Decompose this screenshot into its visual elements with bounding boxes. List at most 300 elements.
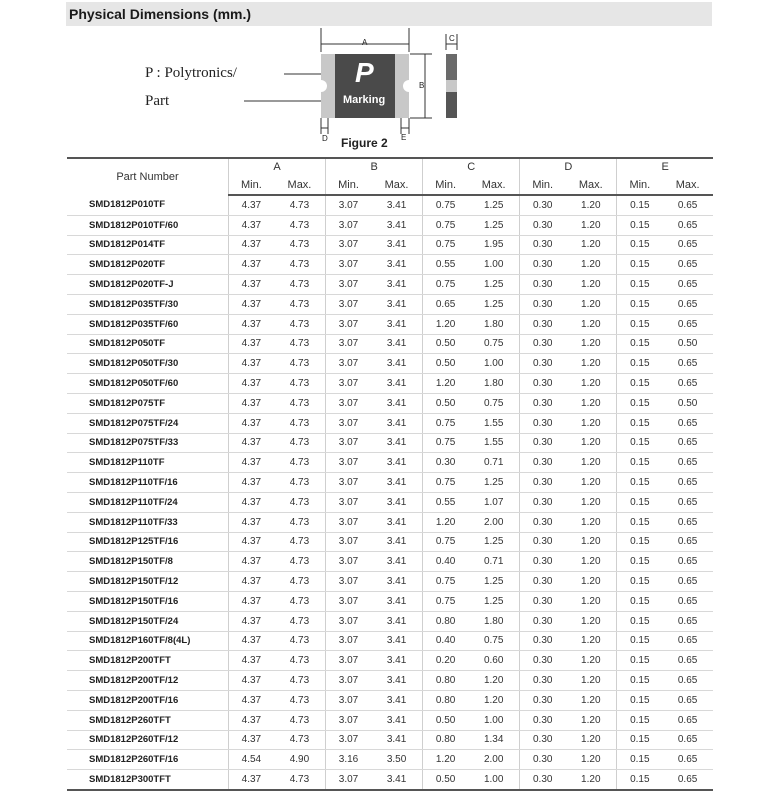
table-row xyxy=(67,393,713,413)
c-min-cell: 0.75 xyxy=(423,572,468,592)
b-min-cell: 3.07 xyxy=(326,413,371,433)
part-number-cell: SMD1812P020TF-J xyxy=(67,275,229,295)
a-min-cell: 4.37 xyxy=(229,453,274,473)
table-row xyxy=(67,552,713,572)
table-row xyxy=(67,433,713,453)
c-min-cell: 1.20 xyxy=(423,512,468,532)
b-max-cell: 3.41 xyxy=(371,393,423,413)
c-max-cell: 1.25 xyxy=(468,572,520,592)
a-min-cell: 4.37 xyxy=(229,690,274,710)
b-max-cell: 3.41 xyxy=(371,195,423,215)
c-max-cell: 1.25 xyxy=(468,275,520,295)
b-max-cell: 3.41 xyxy=(371,294,423,314)
table-row xyxy=(67,591,713,611)
notch-left xyxy=(315,80,327,92)
c-max-cell: 0.75 xyxy=(468,631,520,651)
c-min-cell: 0.50 xyxy=(423,710,468,730)
a-min-cell: 4.37 xyxy=(229,492,274,512)
part-number-cell: SMD1812P075TF/33 xyxy=(67,433,229,453)
c-min-cell: 0.75 xyxy=(423,413,468,433)
a-min-cell: 4.37 xyxy=(229,255,274,275)
c-max-cell: 0.71 xyxy=(468,453,520,473)
e-min-cell: 0.15 xyxy=(617,235,662,255)
part-number-cell: SMD1812P010TF/60 xyxy=(67,215,229,235)
table-row xyxy=(67,255,713,275)
d-max-cell: 1.20 xyxy=(565,770,617,790)
b-min-cell: 3.07 xyxy=(326,730,371,750)
e-max-cell: 0.65 xyxy=(662,512,713,532)
a-max-cell: 4.73 xyxy=(274,334,326,354)
table-row xyxy=(67,294,713,314)
table-row xyxy=(67,651,713,671)
e-max-cell: 0.65 xyxy=(662,294,713,314)
group-header-e: E xyxy=(617,158,713,175)
e-max-cell: 0.65 xyxy=(662,572,713,592)
b-max-cell: 3.41 xyxy=(371,314,423,334)
c-min-cell: 0.50 xyxy=(423,770,468,790)
d-max-cell: 1.20 xyxy=(565,591,617,611)
e-min-cell: 0.15 xyxy=(617,572,662,592)
e-min-cell: 0.15 xyxy=(617,750,662,770)
a-min-cell: 4.37 xyxy=(229,532,274,552)
e-max-cell: 0.65 xyxy=(662,275,713,295)
d-max-cell: 1.20 xyxy=(565,453,617,473)
d-max-cell: 1.20 xyxy=(565,294,617,314)
d-max-cell: 1.20 xyxy=(565,750,617,770)
subheader-min: Min. xyxy=(229,175,274,195)
b-max-cell: 3.41 xyxy=(371,512,423,532)
e-min-cell: 0.15 xyxy=(617,631,662,651)
c-max-cell: 1.80 xyxy=(468,314,520,334)
d-min-cell: 0.30 xyxy=(520,552,565,572)
d-min-cell: 0.30 xyxy=(520,334,565,354)
b-max-cell: 3.41 xyxy=(371,413,423,433)
subheader-max: Max. xyxy=(371,175,423,195)
a-max-cell: 4.73 xyxy=(274,314,326,334)
e-max-cell: 0.50 xyxy=(662,393,713,413)
d-min-cell: 0.30 xyxy=(520,314,565,334)
subheader-max: Max. xyxy=(662,175,713,195)
a-min-cell: 4.37 xyxy=(229,294,274,314)
e-max-cell: 0.65 xyxy=(662,611,713,631)
b-max-cell: 3.41 xyxy=(371,453,423,473)
table-row xyxy=(67,275,713,295)
a-max-cell: 4.73 xyxy=(274,473,326,493)
callout-brand: P : Polytronics/ xyxy=(145,65,237,81)
b-min-cell: 3.07 xyxy=(326,314,371,334)
b-max-cell: 3.41 xyxy=(371,591,423,611)
d-max-cell: 1.20 xyxy=(565,393,617,413)
a-max-cell: 4.73 xyxy=(274,492,326,512)
c-min-cell: 0.65 xyxy=(423,294,468,314)
d-min-cell: 0.30 xyxy=(520,453,565,473)
c-min-cell: 0.50 xyxy=(423,354,468,374)
d-max-cell: 1.20 xyxy=(565,374,617,394)
d-max-cell: 1.20 xyxy=(565,473,617,493)
part-number-cell: SMD1812P260TFT xyxy=(67,710,229,730)
d-min-cell: 0.30 xyxy=(520,275,565,295)
e-min-cell: 0.15 xyxy=(617,690,662,710)
part-number-cell: SMD1812P014TF xyxy=(67,235,229,255)
b-max-cell: 3.41 xyxy=(371,710,423,730)
e-min-cell: 0.15 xyxy=(617,334,662,354)
subheader-max: Max. xyxy=(565,175,617,195)
e-min-cell: 0.15 xyxy=(617,413,662,433)
e-min-cell: 0.15 xyxy=(617,710,662,730)
d-max-cell: 1.20 xyxy=(565,255,617,275)
d-max-cell: 1.20 xyxy=(565,710,617,730)
b-min-cell: 3.07 xyxy=(326,393,371,413)
e-max-cell: 0.65 xyxy=(662,473,713,493)
b-min-cell: 3.07 xyxy=(326,631,371,651)
subheader-min: Min. xyxy=(520,175,565,195)
e-min-cell: 0.15 xyxy=(617,552,662,572)
a-min-cell: 4.37 xyxy=(229,195,274,215)
d-min-cell: 0.30 xyxy=(520,770,565,790)
d-max-cell: 1.20 xyxy=(565,334,617,354)
a-min-cell: 4.37 xyxy=(229,671,274,691)
table-row xyxy=(67,374,713,394)
component-figure xyxy=(0,0,779,160)
group-header-b: B xyxy=(326,158,423,175)
e-min-cell: 0.15 xyxy=(617,671,662,691)
d-min-cell: 0.30 xyxy=(520,235,565,255)
e-max-cell: 0.65 xyxy=(662,492,713,512)
a-min-cell: 4.37 xyxy=(229,611,274,631)
table-row xyxy=(67,730,713,750)
c-max-cell: 1.34 xyxy=(468,730,520,750)
c-min-cell: 0.75 xyxy=(423,195,468,215)
c-max-cell: 1.25 xyxy=(468,294,520,314)
b-max-cell: 3.41 xyxy=(371,473,423,493)
e-min-cell: 0.15 xyxy=(617,532,662,552)
c-max-cell: 1.55 xyxy=(468,413,520,433)
table-row xyxy=(67,453,713,473)
e-max-cell: 0.65 xyxy=(662,374,713,394)
c-max-cell: 1.25 xyxy=(468,473,520,493)
c-max-cell: 1.00 xyxy=(468,710,520,730)
a-min-cell: 4.37 xyxy=(229,275,274,295)
side-view-terminal-top xyxy=(446,54,457,80)
part-number-cell: SMD1812P035TF/30 xyxy=(67,294,229,314)
e-max-cell: 0.65 xyxy=(662,631,713,651)
e-max-cell: 0.65 xyxy=(662,215,713,235)
part-number-cell: SMD1812P010TF xyxy=(67,195,229,215)
e-max-cell: 0.65 xyxy=(662,750,713,770)
d-min-cell: 0.30 xyxy=(520,651,565,671)
e-min-cell: 0.15 xyxy=(617,314,662,334)
c-max-cell: 2.00 xyxy=(468,750,520,770)
e-min-cell: 0.15 xyxy=(617,473,662,493)
d-min-cell: 0.30 xyxy=(520,393,565,413)
table-row xyxy=(67,572,713,592)
d-min-cell: 0.30 xyxy=(520,492,565,512)
e-min-cell: 0.15 xyxy=(617,275,662,295)
e-min-cell: 0.15 xyxy=(617,255,662,275)
a-max-cell: 4.73 xyxy=(274,374,326,394)
e-min-cell: 0.15 xyxy=(617,591,662,611)
part-number-cell: SMD1812P075TF/24 xyxy=(67,413,229,433)
b-max-cell: 3.41 xyxy=(371,215,423,235)
notch-right xyxy=(403,80,415,92)
d-min-cell: 0.30 xyxy=(520,671,565,691)
a-max-cell: 4.73 xyxy=(274,275,326,295)
dim-label-c: C xyxy=(449,34,455,43)
c-min-cell: 0.75 xyxy=(423,473,468,493)
a-max-cell: 4.73 xyxy=(274,354,326,374)
a-min-cell: 4.37 xyxy=(229,354,274,374)
e-min-cell: 0.15 xyxy=(617,492,662,512)
part-number-cell: SMD1812P110TF/16 xyxy=(67,473,229,493)
c-max-cell: 1.25 xyxy=(468,215,520,235)
table-row xyxy=(67,631,713,651)
b-min-cell: 3.07 xyxy=(326,473,371,493)
table-row xyxy=(67,492,713,512)
b-max-cell: 3.41 xyxy=(371,354,423,374)
d-min-cell: 0.30 xyxy=(520,413,565,433)
e-max-cell: 0.65 xyxy=(662,433,713,453)
e-max-cell: 0.65 xyxy=(662,710,713,730)
table-row xyxy=(67,354,713,374)
a-max-cell: 4.73 xyxy=(274,195,326,215)
b-min-cell: 3.07 xyxy=(326,671,371,691)
b-min-cell: 3.07 xyxy=(326,453,371,473)
table-row xyxy=(67,710,713,730)
c-min-cell: 0.75 xyxy=(423,591,468,611)
a-min-cell: 4.37 xyxy=(229,710,274,730)
part-number-cell: SMD1812P075TF xyxy=(67,393,229,413)
a-min-cell: 4.37 xyxy=(229,413,274,433)
a-min-cell: 4.37 xyxy=(229,473,274,493)
table-row xyxy=(67,750,713,770)
a-max-cell: 4.73 xyxy=(274,413,326,433)
polytronics-logo: P xyxy=(355,57,374,88)
e-min-cell: 0.15 xyxy=(617,651,662,671)
d-min-cell: 0.30 xyxy=(520,572,565,592)
b-max-cell: 3.41 xyxy=(371,275,423,295)
c-max-cell: 1.25 xyxy=(468,532,520,552)
group-header-d: D xyxy=(520,158,617,175)
e-min-cell: 0.15 xyxy=(617,393,662,413)
table-row xyxy=(67,195,713,215)
group-header-c: C xyxy=(423,158,520,175)
dim-label-b: B xyxy=(419,81,425,90)
part-number-cell: SMD1812P150TF/24 xyxy=(67,611,229,631)
c-max-cell: 1.00 xyxy=(468,255,520,275)
a-min-cell: 4.37 xyxy=(229,512,274,532)
a-max-cell: 4.73 xyxy=(274,591,326,611)
b-min-cell: 3.07 xyxy=(326,255,371,275)
table-row xyxy=(67,611,713,631)
part-number-cell: SMD1812P300TFT xyxy=(67,770,229,790)
b-min-cell: 3.07 xyxy=(326,215,371,235)
b-min-cell: 3.07 xyxy=(326,532,371,552)
c-max-cell: 1.20 xyxy=(468,690,520,710)
b-max-cell: 3.50 xyxy=(371,750,423,770)
part-number-cell: SMD1812P260TF/12 xyxy=(67,730,229,750)
b-min-cell: 3.07 xyxy=(326,195,371,215)
part-number-cell: SMD1812P035TF/60 xyxy=(67,314,229,334)
part-number-cell: SMD1812P160TF/8(4L) xyxy=(67,631,229,651)
b-min-cell: 3.16 xyxy=(326,750,371,770)
e-max-cell: 0.50 xyxy=(662,334,713,354)
group-header-row xyxy=(67,158,713,175)
a-min-cell: 4.37 xyxy=(229,235,274,255)
e-min-cell: 0.15 xyxy=(617,453,662,473)
part-number-cell: SMD1812P050TF/60 xyxy=(67,374,229,394)
part-number-cell: SMD1812P200TFT xyxy=(67,651,229,671)
part-number-cell: SMD1812P200TF/12 xyxy=(67,671,229,691)
d-min-cell: 0.30 xyxy=(520,354,565,374)
a-max-cell: 4.73 xyxy=(274,532,326,552)
d-min-cell: 0.30 xyxy=(520,690,565,710)
group-header-a: A xyxy=(229,158,326,175)
a-min-cell: 4.37 xyxy=(229,730,274,750)
c-min-cell: 0.55 xyxy=(423,492,468,512)
d-max-cell: 1.20 xyxy=(565,492,617,512)
d-max-cell: 1.20 xyxy=(565,611,617,631)
e-max-cell: 0.65 xyxy=(662,552,713,572)
c-min-cell: 0.50 xyxy=(423,393,468,413)
b-min-cell: 3.07 xyxy=(326,235,371,255)
b-min-cell: 3.07 xyxy=(326,275,371,295)
part-number-cell: SMD1812P110TF/24 xyxy=(67,492,229,512)
part-number-cell: SMD1812P020TF xyxy=(67,255,229,275)
dim-label-a: A xyxy=(362,38,368,47)
part-number-cell: SMD1812P110TF xyxy=(67,453,229,473)
c-min-cell: 0.75 xyxy=(423,433,468,453)
a-max-cell: 4.73 xyxy=(274,611,326,631)
d-min-cell: 0.30 xyxy=(520,195,565,215)
table-row xyxy=(67,532,713,552)
e-min-cell: 0.15 xyxy=(617,433,662,453)
subheader-min: Min. xyxy=(326,175,371,195)
dimensions-table xyxy=(67,157,713,791)
c-min-cell: 0.40 xyxy=(423,552,468,572)
d-min-cell: 0.30 xyxy=(520,591,565,611)
d-min-cell: 0.30 xyxy=(520,473,565,493)
a-max-cell: 4.73 xyxy=(274,433,326,453)
part-number-cell: SMD1812P260TF/16 xyxy=(67,750,229,770)
d-max-cell: 1.20 xyxy=(565,354,617,374)
a-min-cell: 4.37 xyxy=(229,314,274,334)
a-max-cell: 4.73 xyxy=(274,770,326,790)
b-max-cell: 3.41 xyxy=(371,235,423,255)
b-max-cell: 3.41 xyxy=(371,492,423,512)
b-min-cell: 3.07 xyxy=(326,512,371,532)
e-max-cell: 0.65 xyxy=(662,195,713,215)
e-max-cell: 0.65 xyxy=(662,314,713,334)
part-number-cell: SMD1812P110TF/33 xyxy=(67,512,229,532)
d-min-cell: 0.30 xyxy=(520,512,565,532)
side-view-band xyxy=(446,80,457,92)
e-max-cell: 0.65 xyxy=(662,690,713,710)
e-min-cell: 0.15 xyxy=(617,611,662,631)
b-min-cell: 3.07 xyxy=(326,354,371,374)
section-title: Physical Dimensions (mm.) xyxy=(69,6,252,22)
a-max-cell: 4.73 xyxy=(274,512,326,532)
d-min-cell: 0.30 xyxy=(520,294,565,314)
a-max-cell: 4.90 xyxy=(274,750,326,770)
subheader-min: Min. xyxy=(617,175,662,195)
d-max-cell: 1.20 xyxy=(565,730,617,750)
c-min-cell: 0.40 xyxy=(423,631,468,651)
part-number-cell: SMD1812P150TF/8 xyxy=(67,552,229,572)
e-max-cell: 0.65 xyxy=(662,671,713,691)
e-max-cell: 0.65 xyxy=(662,770,713,790)
b-min-cell: 3.07 xyxy=(326,492,371,512)
b-min-cell: 3.07 xyxy=(326,651,371,671)
c-min-cell: 0.80 xyxy=(423,690,468,710)
c-min-cell: 1.20 xyxy=(423,314,468,334)
table-row xyxy=(67,473,713,493)
c-max-cell: 1.80 xyxy=(468,611,520,631)
b-max-cell: 3.41 xyxy=(371,730,423,750)
b-max-cell: 3.41 xyxy=(371,611,423,631)
c-max-cell: 1.20 xyxy=(468,671,520,691)
e-min-cell: 0.15 xyxy=(617,195,662,215)
b-max-cell: 3.41 xyxy=(371,671,423,691)
d-max-cell: 1.20 xyxy=(565,314,617,334)
e-min-cell: 0.15 xyxy=(617,374,662,394)
dim-label-d: D xyxy=(322,134,328,143)
c-max-cell: 1.95 xyxy=(468,235,520,255)
a-min-cell: 4.37 xyxy=(229,552,274,572)
d-min-cell: 0.30 xyxy=(520,532,565,552)
b-max-cell: 3.41 xyxy=(371,255,423,275)
a-max-cell: 4.73 xyxy=(274,255,326,275)
c-max-cell: 1.25 xyxy=(468,195,520,215)
marking-label: Marking xyxy=(343,94,386,106)
b-min-cell: 3.07 xyxy=(326,294,371,314)
subheader-max: Max. xyxy=(468,175,520,195)
d-max-cell: 1.20 xyxy=(565,195,617,215)
e-max-cell: 0.65 xyxy=(662,730,713,750)
e-max-cell: 0.65 xyxy=(662,532,713,552)
d-min-cell: 0.30 xyxy=(520,710,565,730)
d-max-cell: 1.20 xyxy=(565,631,617,651)
c-max-cell: 0.75 xyxy=(468,393,520,413)
b-min-cell: 3.07 xyxy=(326,572,371,592)
b-max-cell: 3.41 xyxy=(371,690,423,710)
d-min-cell: 0.30 xyxy=(520,730,565,750)
a-min-cell: 4.37 xyxy=(229,433,274,453)
c-min-cell: 0.80 xyxy=(423,730,468,750)
e-max-cell: 0.65 xyxy=(662,255,713,275)
a-max-cell: 4.73 xyxy=(274,710,326,730)
part-number-cell: SMD1812P150TF/16 xyxy=(67,591,229,611)
d-max-cell: 1.20 xyxy=(565,532,617,552)
part-number-cell: SMD1812P150TF/12 xyxy=(67,572,229,592)
a-max-cell: 4.73 xyxy=(274,552,326,572)
b-min-cell: 3.07 xyxy=(326,334,371,354)
b-max-cell: 3.41 xyxy=(371,374,423,394)
a-max-cell: 4.73 xyxy=(274,651,326,671)
d-max-cell: 1.20 xyxy=(565,651,617,671)
table-row xyxy=(67,512,713,532)
e-max-cell: 0.65 xyxy=(662,651,713,671)
c-max-cell: 0.71 xyxy=(468,552,520,572)
c-max-cell: 1.55 xyxy=(468,433,520,453)
d-min-cell: 0.30 xyxy=(520,433,565,453)
b-min-cell: 3.07 xyxy=(326,690,371,710)
e-max-cell: 0.65 xyxy=(662,413,713,433)
e-min-cell: 0.15 xyxy=(617,512,662,532)
c-min-cell: 0.20 xyxy=(423,651,468,671)
table-row xyxy=(67,334,713,354)
c-max-cell: 1.80 xyxy=(468,374,520,394)
d-max-cell: 1.20 xyxy=(565,433,617,453)
